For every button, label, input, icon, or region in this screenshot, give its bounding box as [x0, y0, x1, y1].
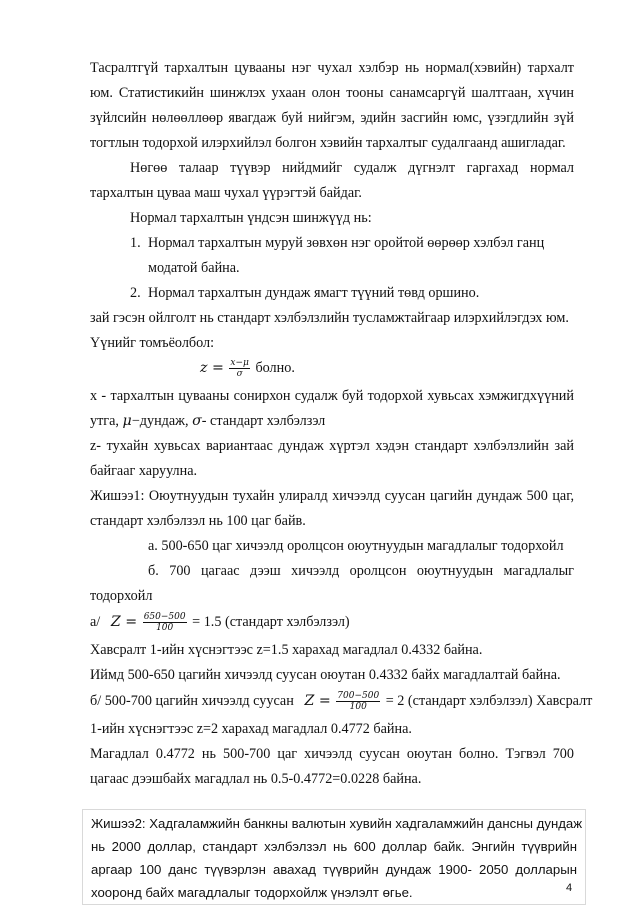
formula-lhs: Z = [110, 614, 138, 630]
definition-line: байгааг харуулна. [90, 463, 198, 479]
word: цагаас [200, 563, 240, 579]
fraction-numerator: 650−500 [143, 612, 186, 623]
example-line: стандарт хэлбэлзэл нь 100 цаг байв. [90, 513, 306, 529]
list-text: Нормал тархалтын дундаж ямагт түүний төвд оршино. [148, 285, 480, 301]
example2-line: нь 2000 доллар, стандарт хэлбэлзэл нь 600 доллар байк. Энгийн түүврийн [91, 839, 577, 854]
list-number: 2. [130, 285, 141, 301]
example-item-a: а. 500-650 цаг хичээлд оролцсон оюутнуудын магадлалыг тодорхойл [148, 538, 564, 554]
example-item-b-cont: тодорхойл [90, 588, 153, 604]
solution-line: 1-ийн хүснэгтээс z=2 харахад магадлал 0.4772 байна. [90, 721, 412, 737]
word: оролцсон [349, 563, 407, 579]
solution-line: Иймд 500-650 цагийн хичээлд суусан оюутан 0.4332 байх магадлалтай байна. [90, 667, 561, 683]
def-text: утга, [90, 413, 119, 429]
list-continuation: модатой байна. [148, 260, 240, 276]
formula-fraction [143, 612, 187, 633]
fraction-denominator: 100 [156, 623, 174, 634]
paragraph-line: зүйлсийн нөлөөллөөр явагдаж буй нийгэм, эдийн засгийн юмс, үзэгдлийн зүй [90, 110, 574, 126]
formula-fraction [336, 691, 380, 712]
page-number: 4 [566, 882, 573, 894]
solution-prefix: а/ [90, 614, 101, 630]
formula-rhs: = 2 (стандарт хэлбэлзэл) Хавсралт [385, 693, 593, 709]
list-item [130, 283, 574, 303]
formula-lhs: z = [200, 360, 224, 376]
solution-a [90, 612, 574, 633]
example2-line: аргаар 100 данс түүвэрлэн авахад түүврийн дундаж 1900- 2050 долларын [91, 862, 577, 877]
word: б. [148, 563, 159, 579]
definition-line [90, 411, 574, 431]
word: дээш [250, 563, 281, 579]
list-item [130, 233, 574, 253]
paragraph-line: тогтлын тодорхой илэрхийлэл болгон хэвийн тархалтыг судалгаанд ашигладаг. [90, 135, 566, 151]
formula-lhs: Z = [304, 693, 331, 709]
solution-line: цагаас дээшбайх магадлал нь 0.5-0.4772=0.0228 байна. [90, 771, 422, 787]
formula-suffix: болно. [255, 360, 295, 376]
example2-line: Жишээ2: Хадгаламжийн банкны валютын хувийн хадгаламжийн дансны дундаж [91, 816, 583, 831]
paragraph-line: юм. Статистикийн шинжлэх ухаан олон тооны санамсаргүй шалтгаан, хүчин [90, 85, 574, 101]
solution-line: Магадлал 0.4772 нь 500-700 цаг хичээлд суусан оюутан болно. Тэгвэл 700 [90, 746, 574, 762]
definition-line: z- тухайн хувьсах вариантаас дундаж хүртэл хэдэн стандарт хэлбэлзлийн зай [90, 438, 574, 454]
paragraph-line: тархалтын цуваа маш чухал үүрэгтэй байдаг. [90, 185, 362, 201]
fraction-numerator: x−μ [230, 358, 249, 369]
solution-prefix: б/ 500-700 цагийн хичээлд суусан [90, 693, 294, 709]
word: оюутнуудын [416, 563, 494, 579]
paragraph-line: Нормал тархалтын үндсэн шинжүүд нь: [130, 210, 372, 226]
formula-rhs: = 1.5 (стандарт хэлбэлзэл) [192, 614, 350, 630]
fraction-denominator: σ [236, 369, 243, 380]
list-number: 1. [130, 235, 141, 251]
formula-fraction [229, 358, 249, 379]
example2-line: хооронд байх магадлалыг тодорхойлж үнэлэлт өгье. [91, 885, 413, 900]
word: хичээлд [291, 563, 340, 579]
paragraph-line: зай гэсэн ойлголт нь стандарт хэлбэлзлийн тусламжтайгаар илэрхийлэгдэх юм. [90, 310, 569, 326]
formula-z [200, 358, 400, 379]
fraction-numerator: 700−500 [337, 691, 380, 702]
example-line: Жишээ1: Оюутнуудын тухайн улиралд хичээлд суусан цагийн дундаж 500 цаг, [90, 488, 574, 504]
solution-b [90, 691, 593, 713]
solution-line: Хавсралт 1-ийн хүснэгтээс z=1.5 харахад магадлал 0.4332 байна. [90, 642, 483, 658]
paragraph-line: Нөгөө талаар түүвэр нийдмийг судалж дүгнэлт гаргахад нормал [130, 160, 574, 176]
word: 700 [169, 563, 191, 579]
def-text: −дундаж, [131, 413, 189, 429]
fraction-denominator: 100 [349, 702, 367, 713]
example-item-b [148, 561, 574, 581]
def-text: - стандарт хэлбэлзэл [201, 413, 326, 429]
word: магадлалыг [503, 563, 574, 579]
example2-box [82, 809, 586, 905]
paragraph-line: Тасралтгүй тархалтын цуваaны нэг чухал хэлбэр нь нормал(хэвийн) тархалт [90, 60, 574, 76]
mu-symbol: μ [122, 413, 132, 429]
sigma-symbol: σ [192, 413, 202, 429]
paragraph-line: Үүнийг томъёолбол: [90, 335, 215, 351]
list-text: Нормал тархалтын муруй зөвхөн нэг оройтой өөрөөр хэлбэл ганц [148, 235, 545, 251]
definition-line: x - тархалтын цуваaны сонирхон судалж буй тодорхой хувьсах хэмжигдхүүний [90, 388, 574, 404]
